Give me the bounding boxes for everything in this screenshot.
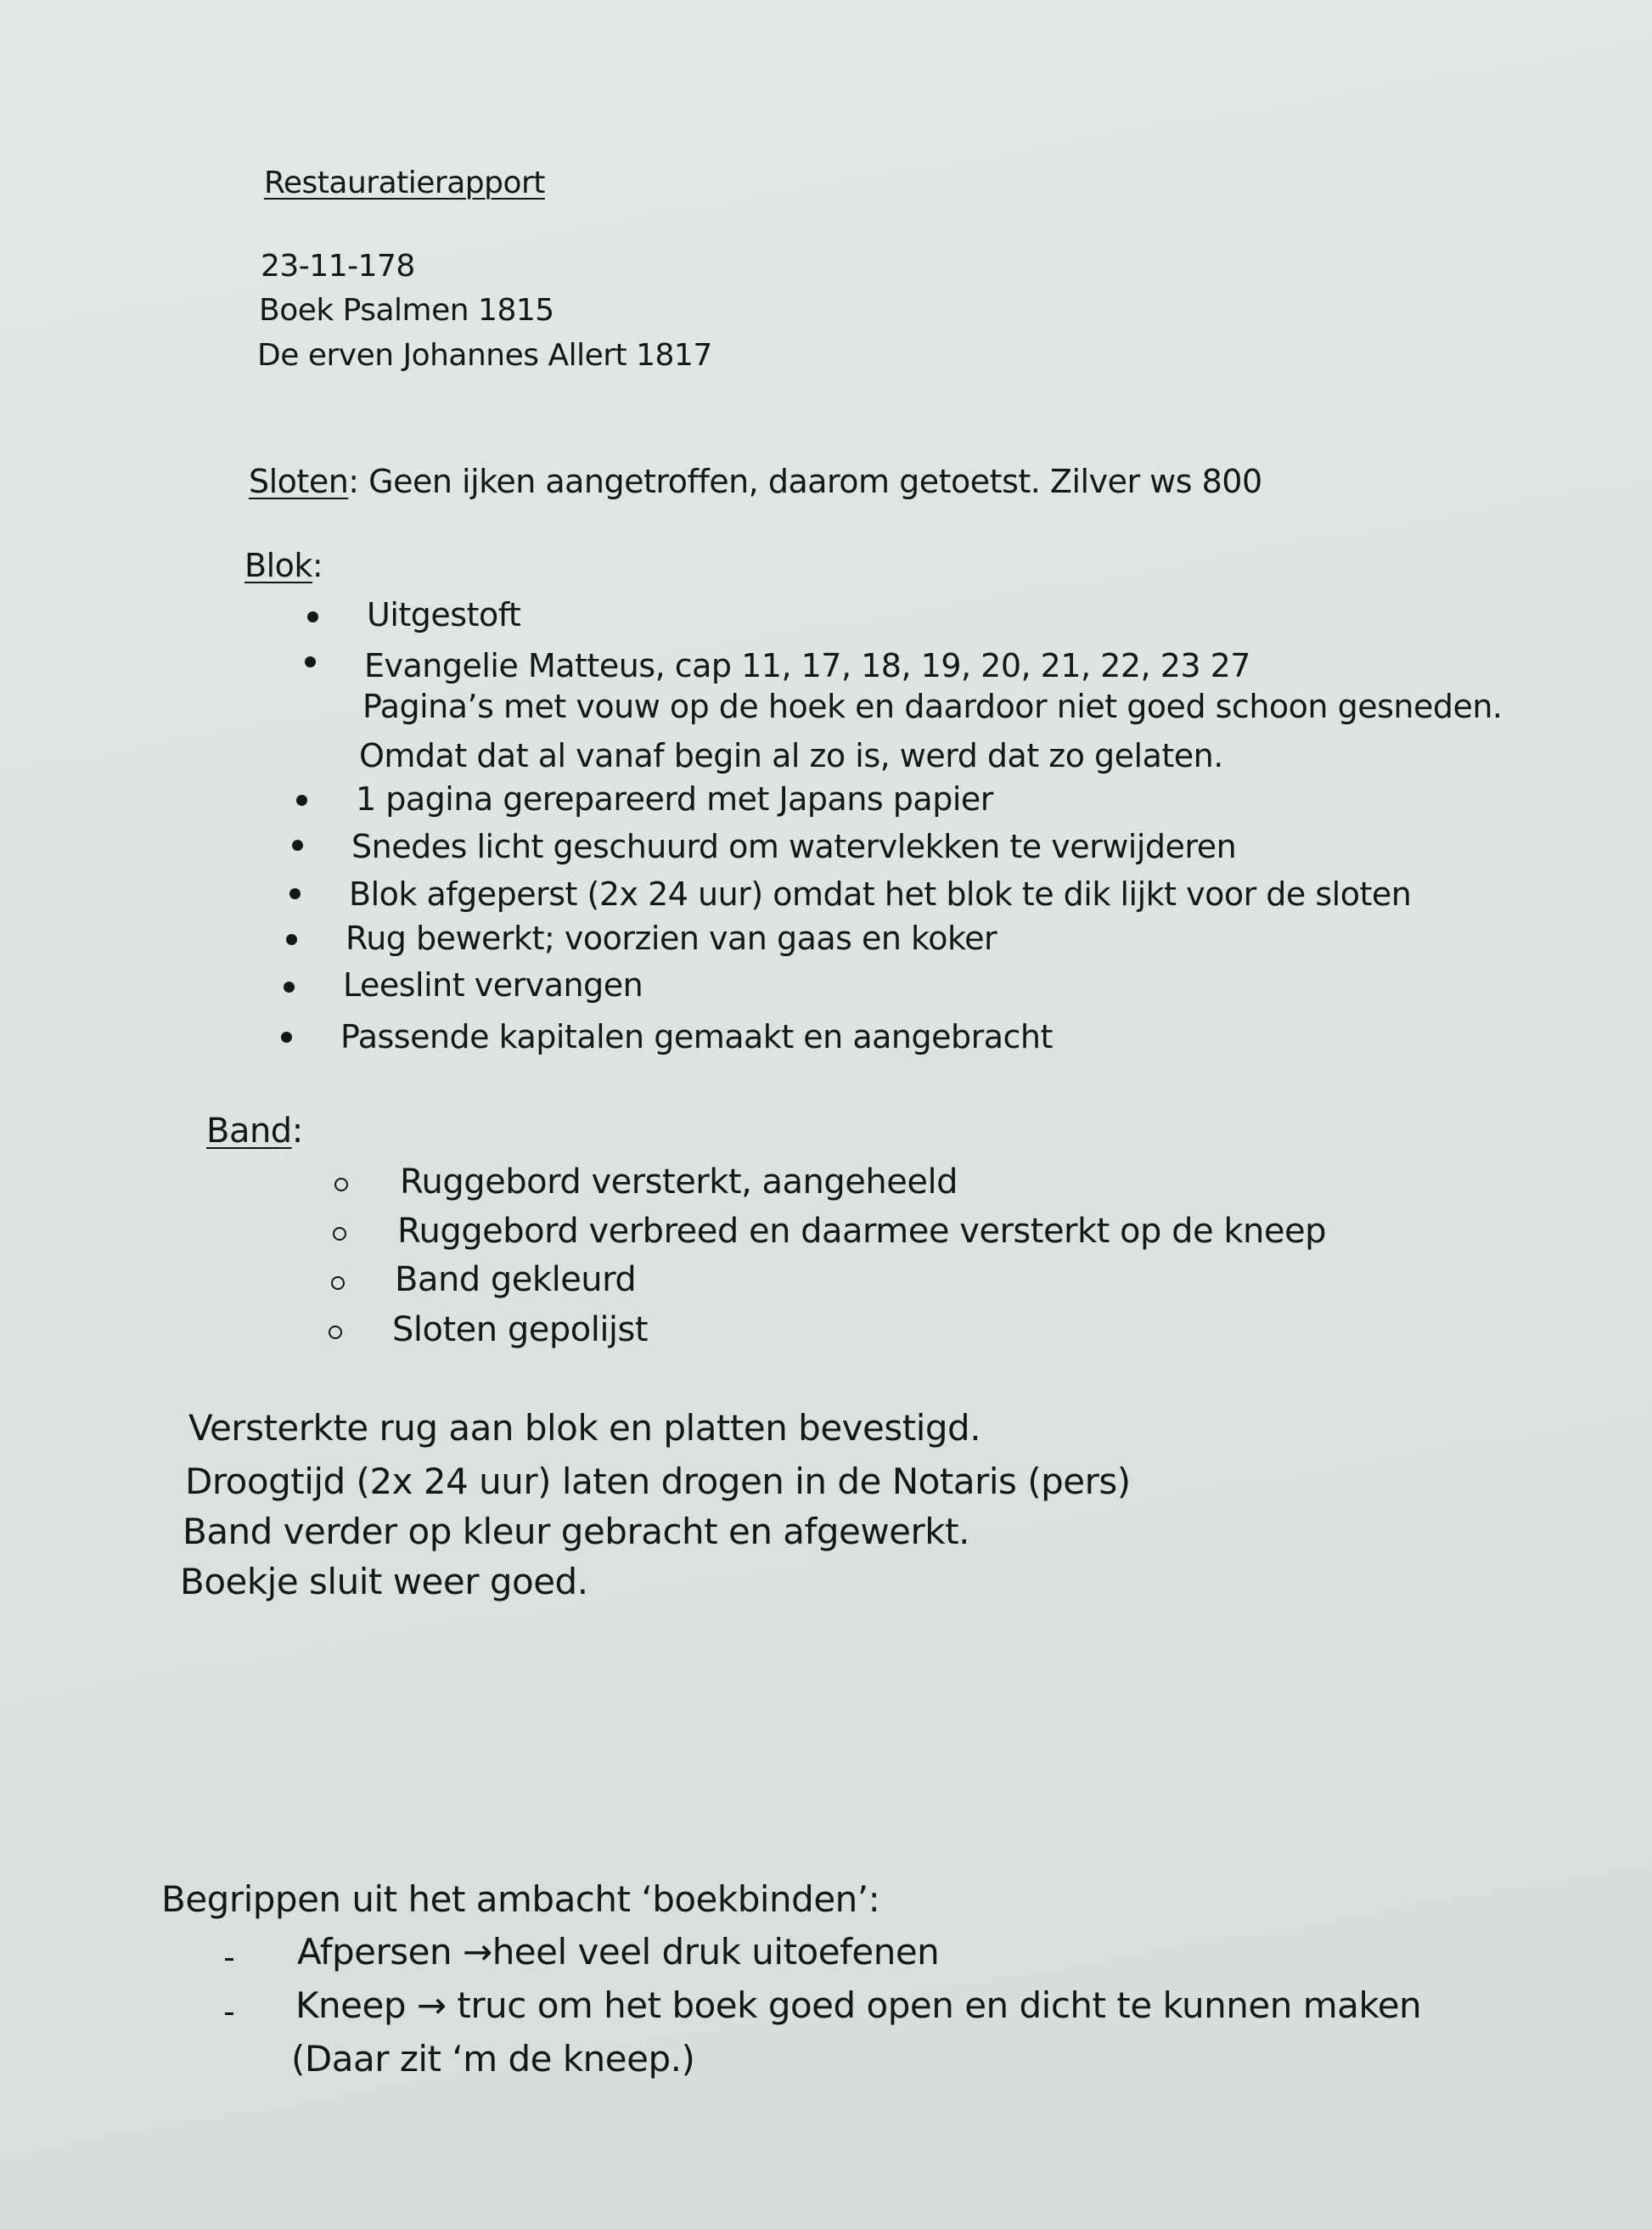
glossary-term <box>297 1931 939 1973</box>
bullet-icon <box>289 888 301 899</box>
glossary-note: (Daar zit ‘m de kneep.) <box>291 2038 695 2080</box>
bullet-icon <box>305 656 316 667</box>
band-item: Band gekleurd <box>395 1260 637 1299</box>
bullet-icon <box>286 934 297 945</box>
term-name: Kneep <box>295 1984 417 2026</box>
blok-item: Rug bewerkt; voorzien van gaas en koker <box>346 920 997 957</box>
blok-item-continuation: Pagina’s met vouw op de hoek en daardoor niet goed schoon gesneden. <box>362 688 1503 725</box>
term-definition: heel veel druk uitoefenen <box>492 1931 940 1973</box>
circle-bullet-icon <box>331 1276 345 1290</box>
band-colon: : <box>291 1112 303 1151</box>
arrow-icon: → <box>416 1984 447 2026</box>
sloten-label: Sloten <box>249 463 349 500</box>
sloten-text: : Geen ijken aangetroffen, daarom getoetst. Zilver ws 800 <box>348 463 1262 500</box>
summary-line: Band verder op kleur gebracht en afgewerkt. <box>183 1511 969 1552</box>
term-definition: truc om het boek goed open en dicht te kunnen maken <box>446 1984 1422 2026</box>
blok-colon: : <box>312 547 323 584</box>
blok-item-continuation: Omdat dat al vanaf begin al zo is, werd dat zo gelaten. <box>359 737 1223 774</box>
bullet-icon <box>292 840 303 851</box>
circle-bullet-icon <box>333 1227 346 1241</box>
blok-item: Snedes licht geschuurd om watervlekken te verwijderen <box>351 828 1237 865</box>
circle-bullet-icon <box>329 1326 342 1339</box>
blok-item: Evangelie Matteus, cap 11, 17, 18, 19, 20, 21, 22, 23 27 <box>364 647 1250 684</box>
band-item: Ruggebord versterkt, aangeheeld <box>400 1162 958 1202</box>
blok-heading <box>244 547 323 584</box>
band-heading <box>206 1112 303 1151</box>
arrow-icon: → <box>462 1931 492 1973</box>
blok-item: Uitgestoft <box>367 596 521 633</box>
band-item: Ruggebord verbreed en daarmee versterkt op de kneep <box>397 1212 1326 1251</box>
band-item: Sloten gepolijst <box>392 1310 649 1349</box>
book-line: Boek Psalmen 1815 <box>259 293 554 328</box>
bullet-icon <box>296 795 307 806</box>
date-line: 23-11-178 <box>261 249 415 284</box>
blok-item: Leeslint vervangen <box>343 966 643 1004</box>
circle-bullet-icon <box>334 1178 348 1191</box>
sloten-line <box>249 463 1262 500</box>
dash-bullet-icon <box>225 2012 233 2015</box>
summary-line: Versterkte rug aan blok en platten bevestigd. <box>188 1407 981 1449</box>
document-title: Restauratierapport <box>264 166 545 200</box>
summary-line: Droogtijd (2x 24 uur) laten drogen in de Notaris (pers) <box>185 1461 1131 1502</box>
blok-label: Blok <box>244 547 312 584</box>
glossary-term <box>295 1984 1421 2026</box>
glossary-heading: Begrippen uit het ambacht ‘boekbinden’: <box>161 1878 880 1920</box>
term-name: Afpersen <box>297 1931 463 1973</box>
publisher-line: De erven Johannes Allert 1817 <box>257 338 712 373</box>
bullet-icon <box>284 982 295 993</box>
summary-line: Boekje sluit weer goed. <box>180 1561 588 1602</box>
blok-item: Passende kapitalen gemaakt en aangebracht <box>340 1018 1053 1055</box>
blok-item: 1 pagina gerepareerd met Japans papier <box>356 780 993 818</box>
band-label: Band <box>206 1112 292 1151</box>
bullet-icon <box>307 611 318 622</box>
bullet-icon <box>281 1032 292 1043</box>
blok-item: Blok afgeperst (2x 24 uur) omdat het blok te dik lijkt voor de sloten <box>349 875 1412 913</box>
dash-bullet-icon <box>225 1958 233 1961</box>
